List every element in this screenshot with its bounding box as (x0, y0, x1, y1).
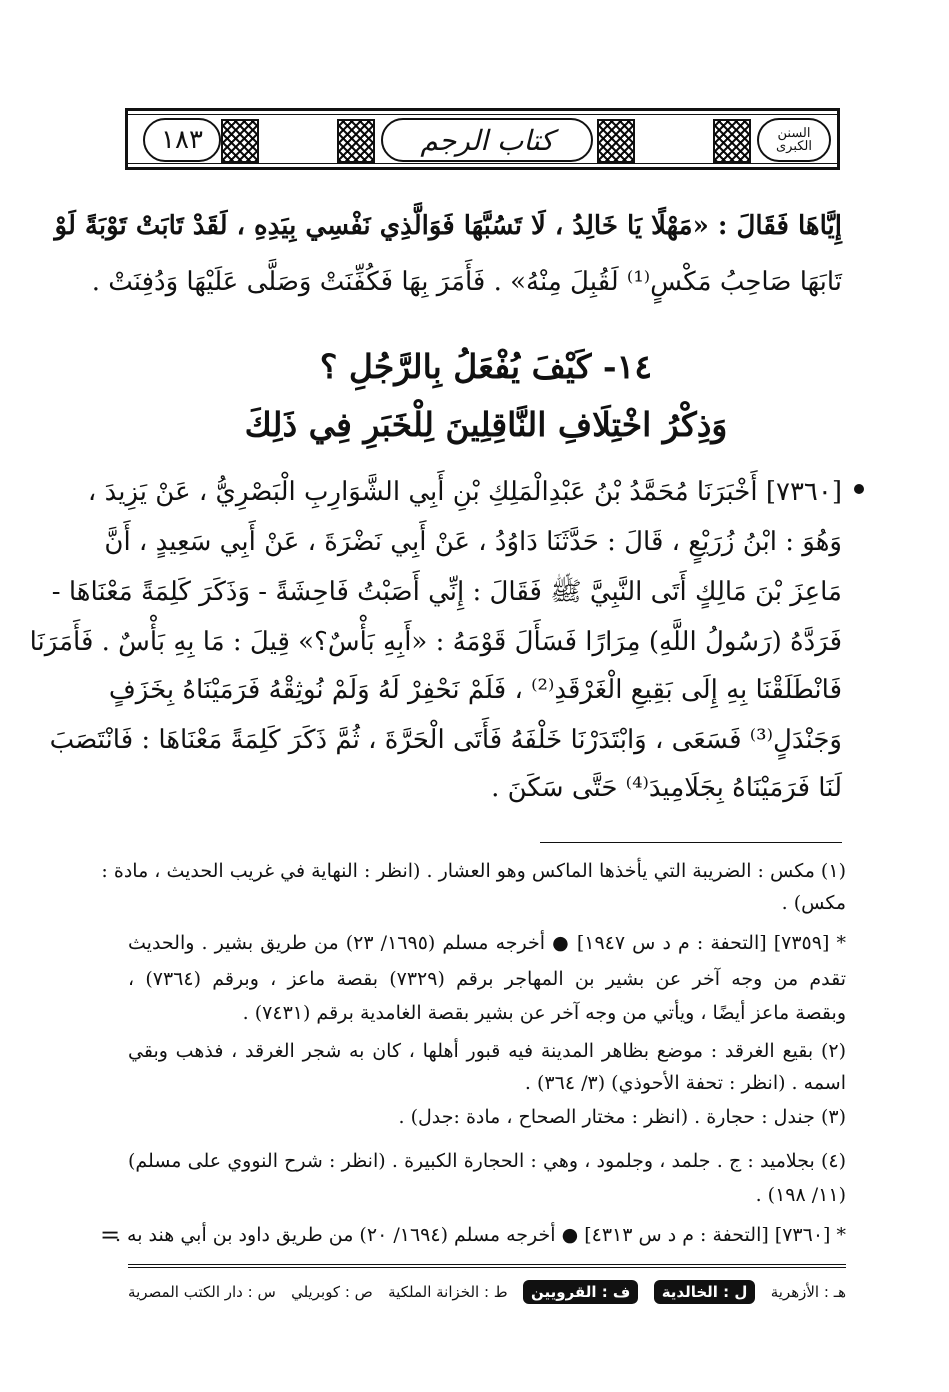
header-rule (125, 167, 840, 170)
hadith-line: وَهُوَ : ابْنُ زُرَيْعٍ ، قَالَ : حَدَّثَنَا دَاوُدُ ، عَنْ أَبِي نَضْرَةَ ، عَنْ أَبِي سَعِيدٍ ، أَنَّ (104, 527, 842, 557)
footnote-2: (٢) بقيع الغرقد : موضع بظاهر المدينة فيه قبور أهلها ، كان به شجر الغرقد ، فذهب وبقي (128, 1040, 846, 1062)
hadith-line: [٧٣٦٠] أَخْبَرَنَا مُحَمَّدُ بْنُ عَبْدِالْمَلِكِ بْنِ أَبِي الشَّوَارِبِ الْبَصْرِيُّ ، عَنْ يَزِيدَ ، (87, 477, 842, 507)
legend-item: ص : كوبريلي (291, 1283, 373, 1301)
legend-item: ط : الخزانة الملكية (388, 1283, 508, 1301)
header-rule (125, 163, 840, 164)
continuation-mark: = (100, 1221, 121, 1249)
footnote-separator (540, 842, 842, 843)
page-number: ١٨٣ (143, 118, 221, 162)
footnote-3: (٣) جندل : حجارة . (انظر : مختار الصحاح ، مادة :جدل) . (398, 1106, 846, 1128)
legend-rule (128, 1264, 846, 1265)
reference-7359-cont: تقدم من وجه آخر عن بشير بن المهاجر برقم (٧٣٢٩) بقصة ماعز ، وبرقم (٧٣٦٤) ، (128, 968, 846, 990)
book-logo: السنن الكبرى (757, 118, 831, 162)
footnote-4: (٤) بجلاميد : ج . جلمد ، وجلمود ، وهي : الحجارة الكبيرة . (انظر : شرح النووي على مسلم) (128, 1150, 846, 1172)
ornament-icon (713, 119, 751, 163)
legend-rule (128, 1267, 846, 1268)
manuscript-legend (128, 1276, 846, 1308)
page-header (125, 108, 840, 170)
ornament-icon (221, 119, 259, 163)
legend-item: ف : القرويين (523, 1280, 638, 1304)
header-rule (125, 114, 840, 115)
legend-item: ل : الخالدية (654, 1280, 756, 1304)
footnote-2-cont: اسمه . (انظر : تحفة الأحوذي) (٣/ ٣٦٤) . (524, 1072, 846, 1094)
intro-line-1: إِيَّاهَا فَقَالَ : «مَهْلًا يَا خَالِدُ ، لَا تَسُبَّهَا فَوَالَّذِي نَفْسِي بِيَدِهِ ، لَقَدْ تَابَتْ تَوْبَةً لَوْ (54, 211, 842, 241)
reference-7360: * [٧٣٦٠] [التحفة : م د س ٤٣١٣] ● أخرجه مسلم (١٦٩٤/ ٢٠) من طريق داود بن أبي هند به . (114, 1224, 846, 1246)
footnote-1: (١) مكس : الضريبة التي يأخذها الماكس وهو العشار . (انظر : النهاية في غريب الحديث ، مادة : (101, 860, 846, 882)
chapter-subtitle: وَذِكْرُ اخْتِلَافِ النَّاقِلِينَ لِلْخَبَرِ فِي ذَلِكَ (244, 405, 728, 444)
legend-item: هـ : الأزهرية (770, 1283, 846, 1301)
reference-7359: * [٧٣٥٩] [التحفة : م د س ١٩٤٧] ● أخرجه مسلم (١٦٩٥/ ٢٣) من طريق بشير . والحديث (128, 932, 846, 954)
chapter-title: ١٤- كَيْفَ يُفْعَلُ بِالرَّجُلِ ؟ (319, 347, 653, 386)
footnote-1-cont: مكس) . (781, 892, 846, 914)
footnote-4-cont: (١١/ ١٩٨) . (755, 1184, 846, 1206)
legend-item: س : دار الكتب المصرية (128, 1283, 276, 1301)
ornament-icon (337, 119, 375, 163)
header-rule (125, 108, 840, 111)
hadith-line: لَنَا فَرَمَيْنَاهُ بِجَلَامِيدَ⁽⁴⁾ حَتَّى سَكَنَ . (491, 773, 842, 803)
hadith-line: وَجَنْدَلٍ⁽³⁾ فَسَعَى ، وَابْتَدَرْنَا خَلْفَهُ فَأَتَى الْحَرَّةَ ، ثُمَّ ذَكَرَ كَلِمَةً مَعْنَاهَا : فَانْتَصَبَ (49, 725, 842, 755)
header-border (125, 108, 128, 170)
header-border (837, 108, 840, 170)
ornament-icon (597, 119, 635, 163)
bullet-icon (854, 484, 864, 494)
reference-7359-cont: وبقصة ماعز أيضًا ، ويأتي من وجه آخر عن بشير بقصة الغامدية برقم (٧٤٣١) . (242, 1002, 846, 1024)
hadith-line: فَانْطَلَقْنَا بِهِ إِلَى بَقِيعِ الْغَرْقَدِ⁽²⁾ ، فَلَمْ نَحْفِرْ لَهُ وَلَمْ نُوثِقْهُ فَرَمَيْنَاهُ بِخَزَفٍ (108, 675, 842, 705)
book-title: كتاب الرجم (381, 118, 593, 162)
hadith-line: فَرَدَّهُ (رَسُولُ اللَّهِ) مِرَارًا فَسَأَلَ قَوْمَهُ : «أَبِهِ بَأْسٌ؟» قِيلَ : مَا بِهِ بَأْسٌ . فَأَمَرَنَا (29, 627, 842, 657)
hadith-line: مَاعِزَ بْنَ مَالِكٍ أَتَى النَّبِيَّ ﷺ فَقَالَ : إِنِّي أَصَبْتُ فَاحِشَةً - وَذَكَرَ كَلِمَةً مَعْنَاهَا - (51, 577, 842, 607)
intro-line-2: تَابَهَا صَاحِبُ مَكْسٍ⁽¹⁾ لَقُبِلَ مِنْهُ» . فَأَمَرَ بِهَا فَكُفِّنَتْ وَصَلَّى عَلَيْهَا وَدُفِنَتْ . (91, 267, 842, 297)
